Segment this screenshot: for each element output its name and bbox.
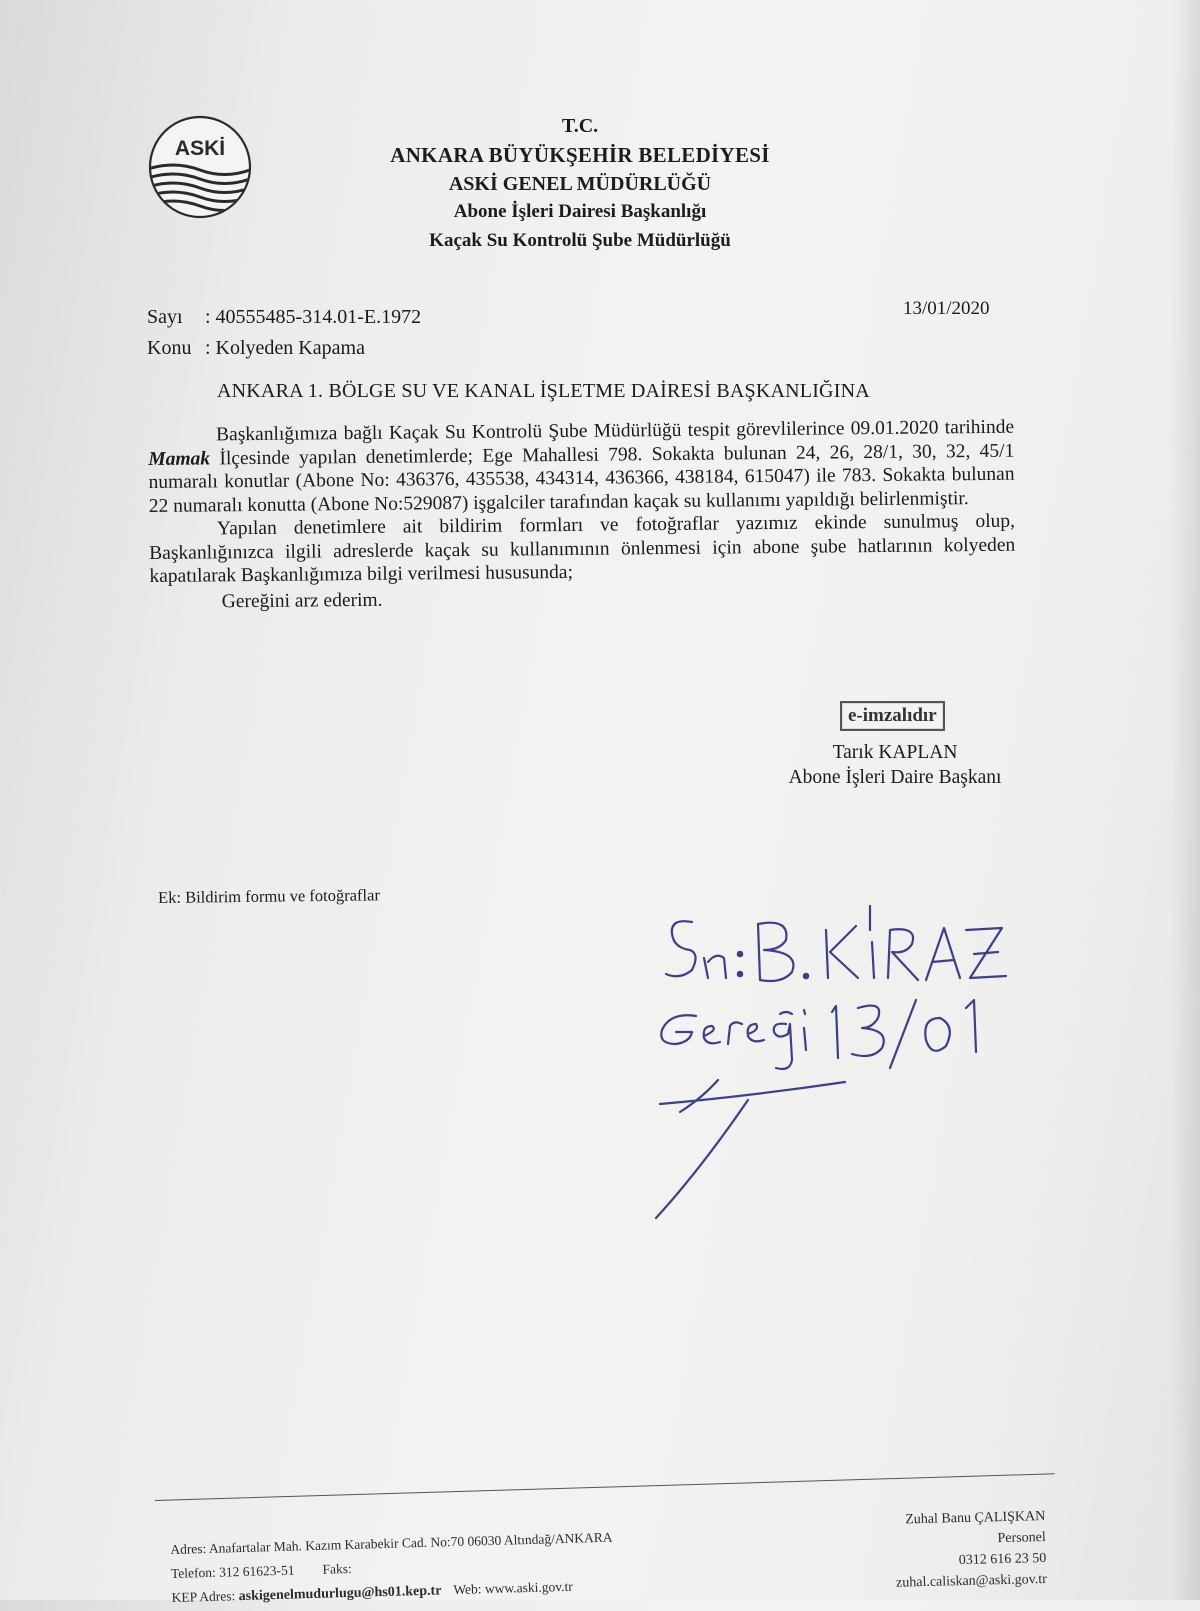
paper-edge-shadow <box>1170 0 1200 1600</box>
footer-kep-label: KEP Adres: <box>171 1588 236 1605</box>
konu-value: : Kolyeden Kapama <box>205 337 365 359</box>
body-p1-part2: İlçesinde yapılan denetimlerde; Ege Mahallesi 798. Sokakta bulunan 24, 26, 28/1, 30, 32, 45/1 numaralı konutlar (Abone No: 436376, 435538, 434314, 436366, 438184, 615047) ile 783. Sokakta bulunan 22 numaralı konutta (Abone No:529087) işgalciler tarafından kaçak su kullanımı yapıldığı belirlenmiştir. <box>148 440 1015 517</box>
aski-logo <box>145 112 255 222</box>
logo-text: ASKİ <box>174 137 226 160</box>
staff-email: zuhal.caliskan@aski.gov.tr <box>895 1571 1047 1591</box>
letter-body <box>148 416 1016 614</box>
body-paragraph-2: Yapılan denetimlere ait bildirim formları ve fotoğraflar yazımız ekinde sunulmuş olup, Başkanlığınızca ilgili adreslerde kaçak su kullanımının önlenmesi için abone şube hatlarının kolyeden kapatılarak Başkanlığımıza bilgi verilmesi hususunda; <box>149 510 1016 587</box>
district-name: Mamak <box>148 447 211 470</box>
konu-label: Konu <box>147 337 192 359</box>
staff-phone: 0312 616 23 50 <box>958 1550 1047 1569</box>
footer-contact-info <box>170 1526 614 1611</box>
document-date: 13/01/2020 <box>903 298 990 319</box>
header-tc: T.C. <box>561 115 599 137</box>
handwritten-line-2 <box>661 1000 976 1069</box>
footer-kep-address: askigenelmudurlugu@hs01.kep.tr <box>238 1583 442 1605</box>
staff-name: Zuhal Banu ÇALIŞKAN <box>905 1508 1046 1528</box>
reference-block <box>147 302 421 364</box>
closing-line: Gereğini arz ederim. <box>221 589 383 612</box>
staff-role: Personel <box>997 1529 1046 1547</box>
letterhead <box>330 112 830 256</box>
signer-block <box>760 740 1030 790</box>
handwritten-annotation <box>640 900 1060 1260</box>
handwritten-initial <box>656 1080 845 1218</box>
body-paragraph-1 <box>148 416 1015 518</box>
signer-name: Tarık KAPLAN <box>832 742 958 763</box>
signer-title: Abone İşleri Daire Başkanı <box>788 767 1002 788</box>
header-municipality: ANKARA BÜYÜKŞEHİR BELEDİYESİ <box>390 143 770 167</box>
footer-fax: Faks: <box>322 1560 352 1577</box>
header-directorate: ASKİ GENEL MÜDÜRLÜĞÜ <box>448 173 712 195</box>
handwritten-line-1 <box>666 906 1006 981</box>
footer-phone: Telefon: 312 61623-51 <box>170 1562 295 1581</box>
addressee: ANKARA 1. BÖLGE SU VE KANAL İŞLETME DAİRESİ BAŞKANLIĞINA <box>217 380 870 402</box>
sayi-row <box>147 302 421 333</box>
footer-address: Adres: Anafartalar Mah. Kazım Karabekir Cad. No:70 06030 Altındağ/ANKARA <box>170 1529 613 1557</box>
konu-row <box>147 333 421 364</box>
e-signature-stamp: e-imzalıdır <box>840 701 945 731</box>
header-department: Abone İşleri Dairesi Başkanlığı <box>453 201 707 222</box>
footer-web: Web: www.aski.gov.tr <box>453 1578 573 1598</box>
attachment-note: Ek: Bildirim formu ve fotoğraflar <box>158 885 380 907</box>
header-branch: Kaçak Su Kontrolü Şube Müdürlüğü <box>429 230 731 251</box>
body-p1-part1: Başkanlığımıza bağlı Kaçak Su Kontrolü Şube Müdürlüğü tespit görevlilerince 09.01.2020 tarihinde <box>216 416 1015 446</box>
sayi-value: : 40555485-314.01-E.1972 <box>205 306 422 328</box>
footer-divider <box>155 1473 1055 1501</box>
sayi-label: Sayı <box>147 306 183 328</box>
footer-staff-contact <box>840 1506 1047 1595</box>
